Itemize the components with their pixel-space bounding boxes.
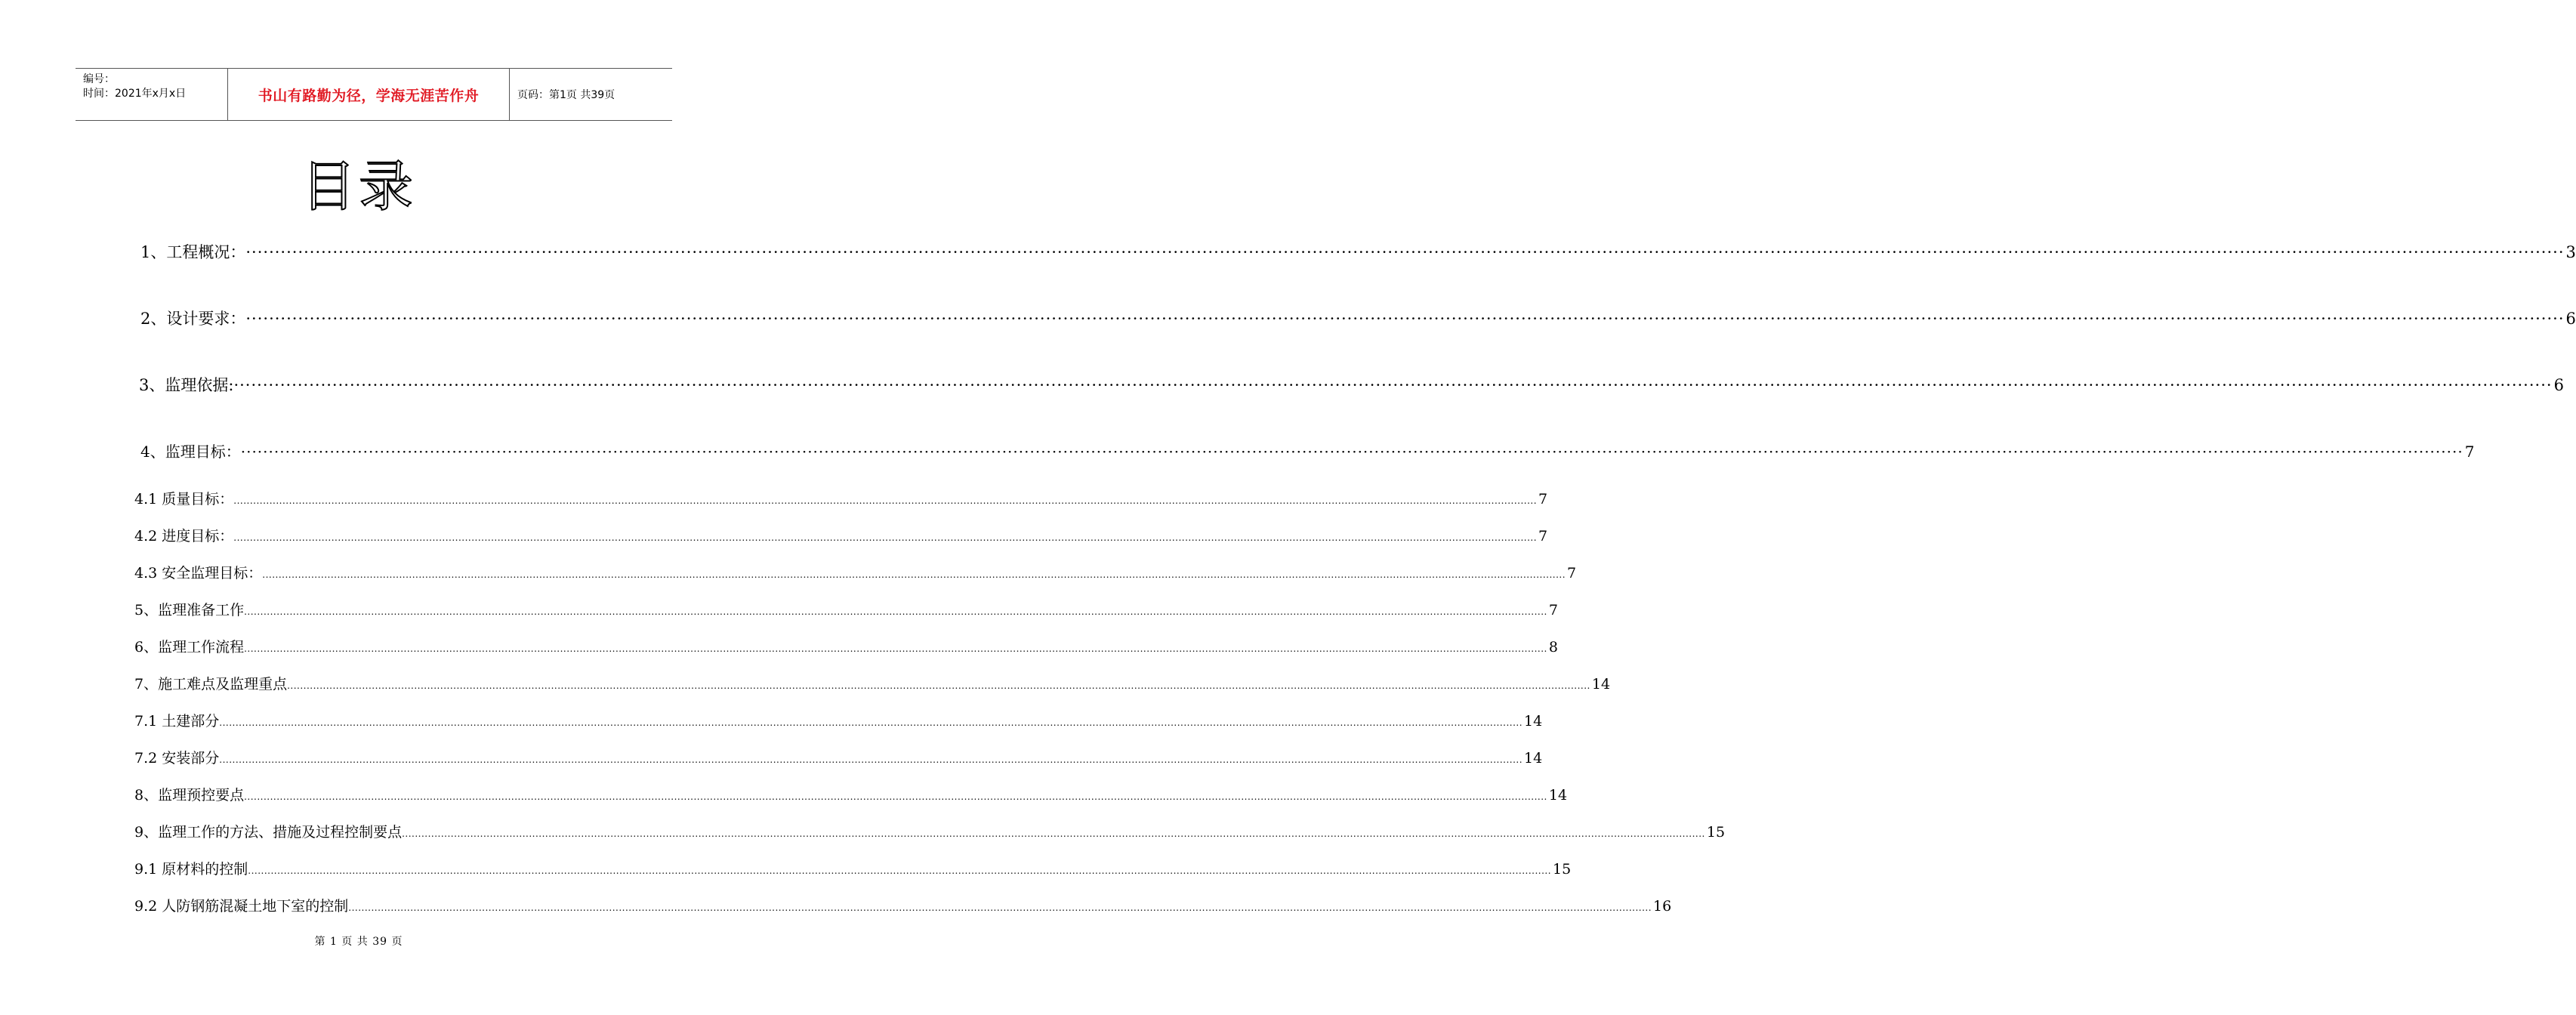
header-motto: 书山有路勤为径，学海无涯苦作舟 — [258, 87, 480, 104]
toc-entry[interactable] — [134, 636, 1558, 657]
toc-entry-label: 4.1 质量目标： — [134, 491, 234, 508]
toc-entry[interactable] — [134, 673, 1611, 694]
toc-entry[interactable] — [140, 440, 2475, 462]
toc-leader-dots: ················································································································································································································································································································································································································ — [240, 443, 2463, 461]
toc-entry-page: 7 — [1538, 491, 1548, 508]
toc-leader-dots: ................................................................................................................................................................................................................................................................................................................................................................................................................ — [233, 495, 1538, 506]
toc-entry-label: 6、监理工作流程 — [134, 639, 245, 656]
toc-entry-page: 7 — [1567, 565, 1577, 582]
toc-leader-dots: ................................................................................................................................................................................................................................................................................................................................................................................................................ — [402, 828, 1705, 839]
date-line: 时间：2021年x月x日 — [83, 88, 187, 100]
toc-leader-dots: ................................................................................................................................................................................................................................................................................................................................................................................................................ — [244, 606, 1547, 617]
toc-leader-dots: ················································································································································································································································································································································································································ — [233, 376, 2553, 394]
toc-leader-dots: ................................................................................................................................................................................................................................................................................................................................................................................................................ — [244, 791, 1547, 802]
toc-entry-label: 4.3 安全监理目标： — [134, 565, 263, 582]
toc-entry-page: 14 — [1524, 713, 1543, 730]
toc-entry-page: 7 — [1538, 528, 1548, 545]
page-footer: 第 1 页 共 39 页 — [314, 936, 403, 948]
toc-entry-label: 5、监理准备工作 — [134, 602, 245, 619]
toc-entry-page: 8 — [1548, 639, 1558, 656]
header-page-info-cell — [510, 69, 672, 120]
toc-entry-page: 15 — [1553, 861, 1572, 878]
toc-entry[interactable] — [140, 307, 2576, 329]
toc-entry-label: 9、监理工作的方法、措施及过程控制要点 — [134, 824, 403, 841]
toc-entry-label: 4、监理目标： — [140, 443, 241, 461]
toc-leader-dots: ................................................................................................................................................................................................................................................................................................................................................................................................................ — [219, 754, 1523, 765]
toc-entry-label: 2、设计要求： — [140, 310, 246, 328]
toc-entry[interactable] — [134, 821, 1726, 842]
toc-entry-page: 7 — [2464, 443, 2475, 461]
toc-entry-label: 7.1 土建部分 — [134, 713, 220, 730]
toc-entry-label: 1、工程概况： — [140, 243, 246, 261]
toc-entry[interactable] — [134, 525, 1548, 546]
toc-entry-page: 6 — [2565, 310, 2576, 328]
toc-entry[interactable] — [134, 895, 1672, 916]
toc-entry[interactable] — [140, 240, 2576, 263]
toc-entry[interactable] — [134, 599, 1558, 620]
toc-entry-page: 6 — [2553, 376, 2564, 394]
toc-entry-label: 7、施工难点及监理重点 — [134, 676, 288, 693]
toc-entry-label: 9.2 人防钢筋混凝土地下室的控制 — [134, 898, 349, 915]
header-meta — [76, 69, 228, 120]
toc-entry[interactable] — [134, 747, 1543, 768]
toc-entry[interactable] — [134, 562, 1577, 583]
toc-entry-page: 16 — [1653, 898, 1672, 915]
toc-leader-dots: ················································································································································································································································································································································································································ — [245, 243, 2565, 261]
toc-leader-dots: ................................................................................................................................................................................................................................................................................................................................................................................................................ — [287, 680, 1590, 691]
toc-leader-dots: ................................................................................................................................................................................................................................................................................................................................................................................................................ — [262, 569, 1566, 580]
toc-leader-dots: ................................................................................................................................................................................................................................................................................................................................................................................................................ — [219, 717, 1523, 728]
toc-leader-dots: ················································································································································································································································································································································································································ — [245, 310, 2565, 328]
toc-entry-page: 7 — [1548, 602, 1558, 619]
toc-entry[interactable] — [134, 488, 1548, 509]
toc-entry-page: 14 — [1524, 750, 1543, 767]
toc-leader-dots: ................................................................................................................................................................................................................................................................................................................................................................................................................ — [233, 532, 1538, 543]
serial-label: 编号： — [83, 73, 115, 85]
toc-leader-dots: ................................................................................................................................................................................................................................................................................................................................................................................................................ — [348, 902, 1652, 913]
header-motto-cell — [228, 69, 510, 120]
toc-entry[interactable] — [134, 784, 1568, 805]
document-title: 目录 — [301, 155, 416, 218]
header-page-info: 页码：第1页 共39页 — [517, 89, 615, 101]
toc-leader-dots: ................................................................................................................................................................................................................................................................................................................................................................................................................ — [244, 643, 1547, 654]
toc-entry-label: 7.2 安装部分 — [134, 750, 220, 767]
toc-entry-label: 3、监理依据: — [139, 376, 234, 394]
toc-entry[interactable] — [134, 858, 1572, 879]
page-header — [76, 68, 672, 121]
toc-entry-label: 9.1 原材料的控制 — [134, 861, 248, 878]
toc-entry-page: 14 — [1548, 787, 1568, 804]
toc-entry-page: 14 — [1591, 676, 1611, 693]
toc-entry[interactable] — [139, 373, 2564, 396]
toc-entry[interactable] — [134, 710, 1543, 731]
toc-leader-dots: ................................................................................................................................................................................................................................................................................................................................................................................................................ — [248, 865, 1552, 876]
toc-entry-page: 3 — [2565, 243, 2576, 261]
toc-entry-label: 8、监理预控要点 — [134, 787, 245, 804]
toc-entry-page: 15 — [1706, 824, 1726, 841]
toc-entry-label: 4.2 进度目标： — [134, 528, 234, 545]
